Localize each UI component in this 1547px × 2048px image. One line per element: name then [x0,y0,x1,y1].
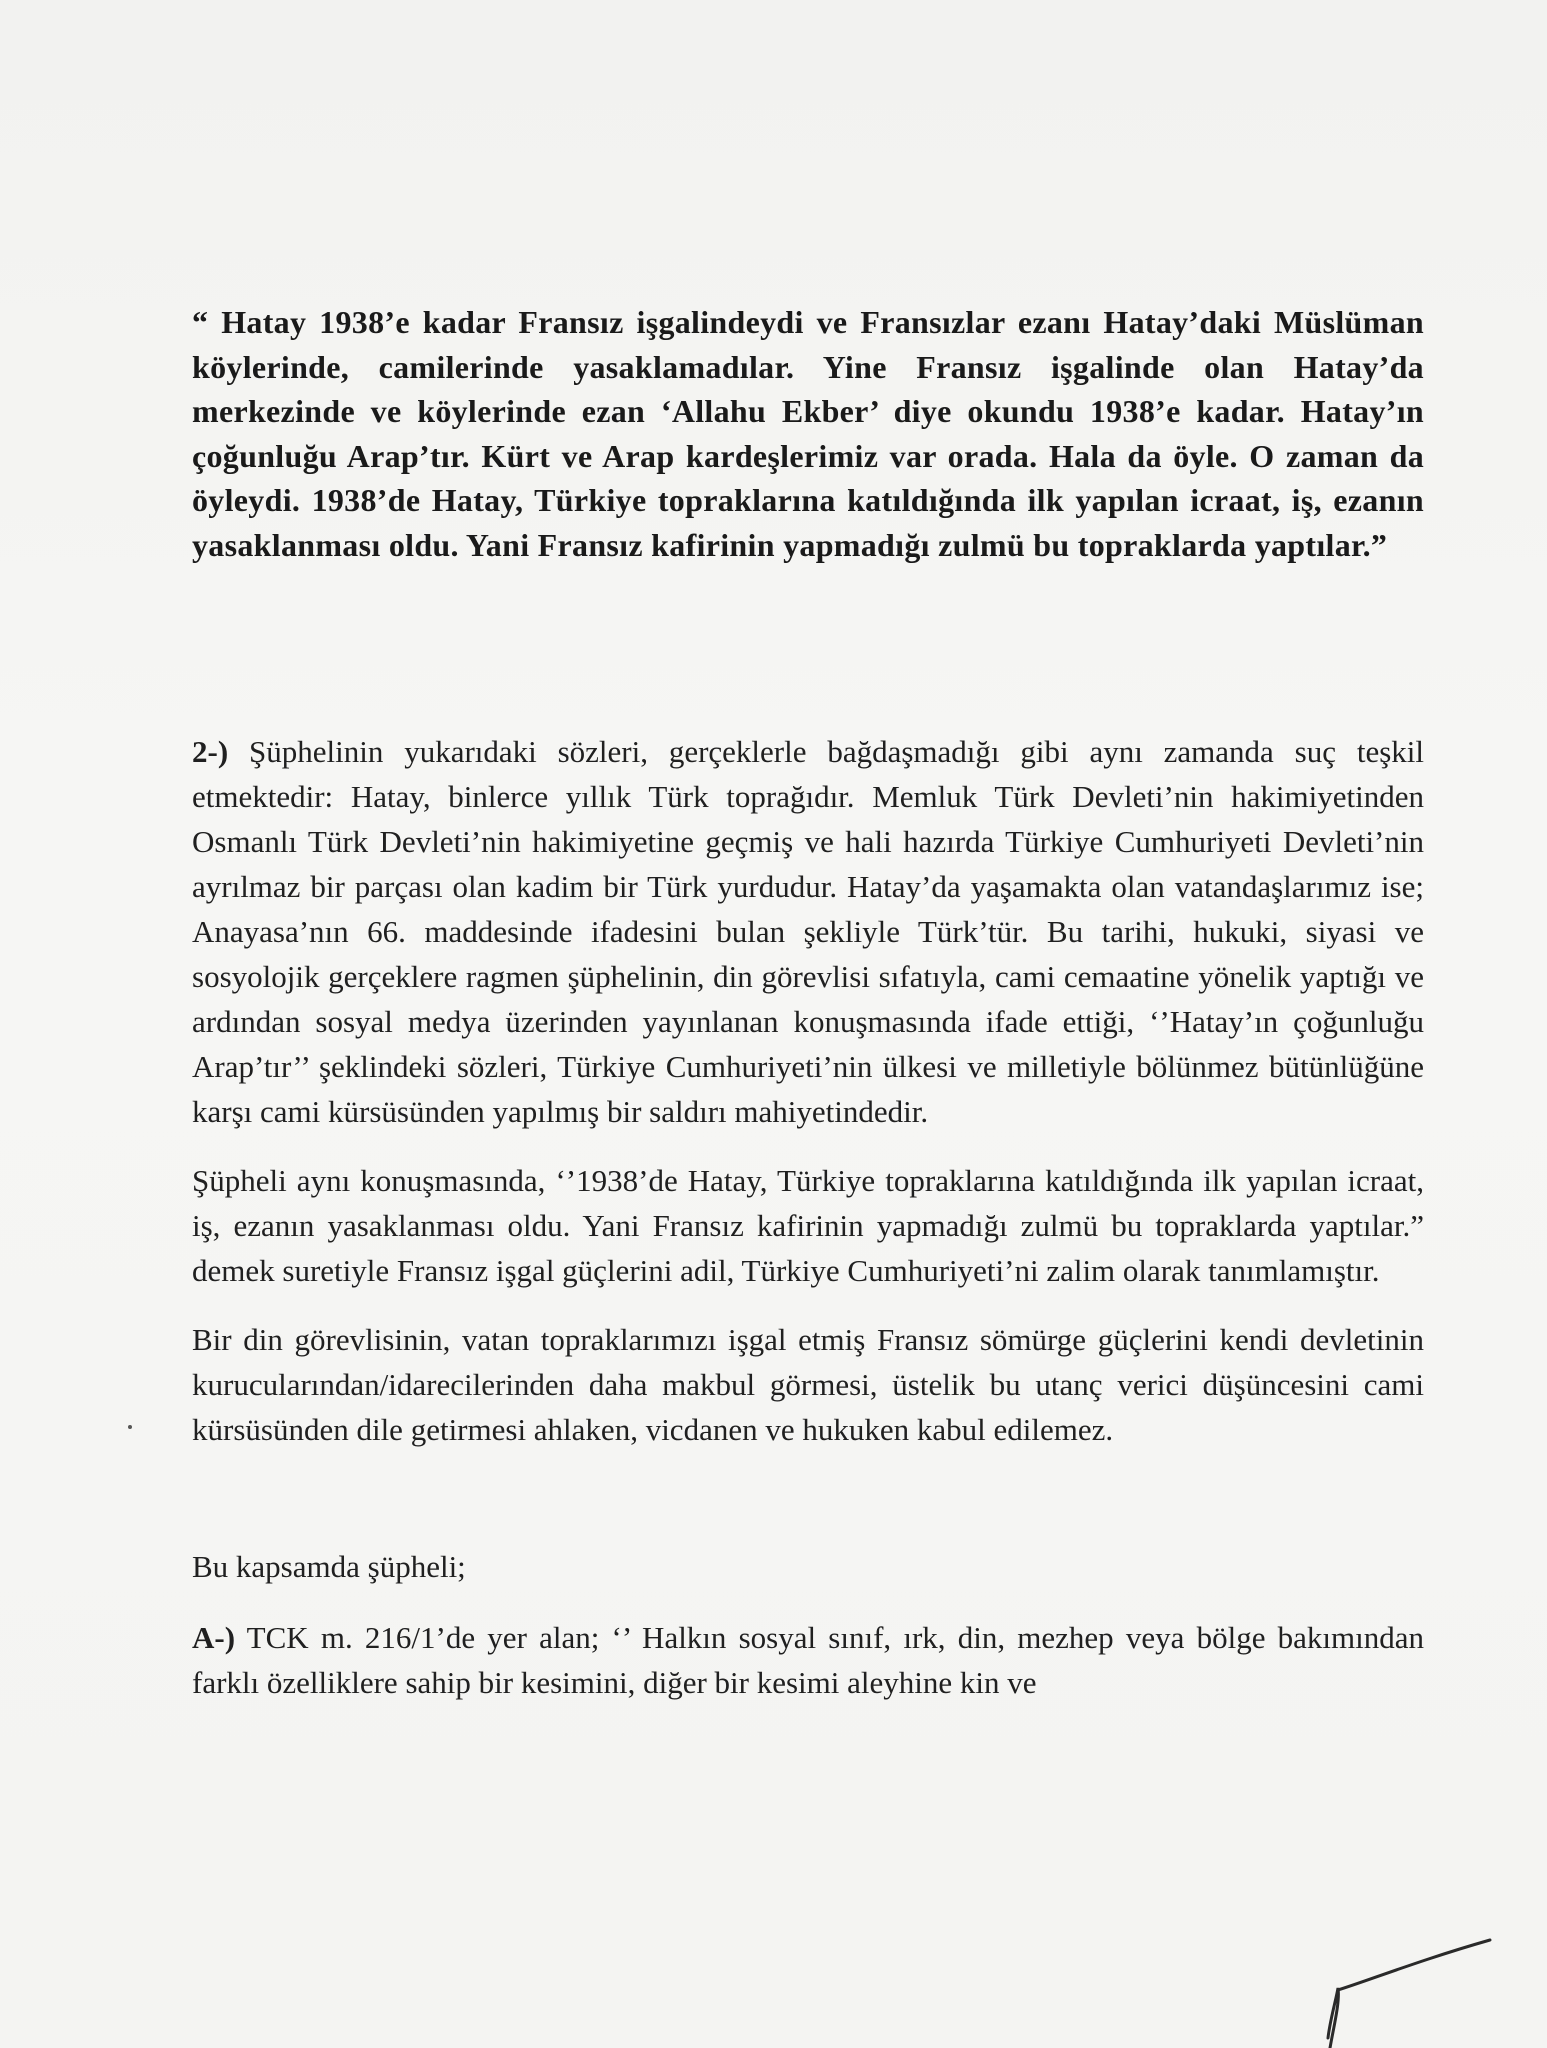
stray-mark [128,1425,132,1429]
item-a-paragraph [192,1615,1424,1705]
quoted-statement: “ Hatay 1938’e kadar Fransız işgalindeydi ve Fransızlar ezanı Hatay’daki Müslüman köylerinde, camilerinde yasaklamadılar. Yine Fransız işgalinde olan Hatay’da merkezinde ve köylerinde ezan ‘Allahu Ekber’ diye okundu 1938’e kadar. Hatay’ın çoğunluğu Arap’tır. Kürt ve Arap kardeşlerimiz var orada. Hala da öyle. O zaman da öyleydi. 1938’de Hatay, Türkiye topraklarına katıldığında ilk yapılan icraat, iş, ezanın yasaklanması oldu. Yani Fransız kafirinin yapmadığı zulmü bu topraklarda yaptılar.” [192,304,1424,563]
document-body [192,300,1424,1705]
item-a-text: TCK m. 216/1’de yer alan; ‘’ Halkın sosyal sınıf, ırk, din, mezhep veya bölge bakımından farklı özelliklere sahip bir kesimini, diğer bir kesimi aleyhine kin ve [192,1620,1424,1700]
section-2-number: 2-) [192,734,229,769]
paragraph-3: Şüpheli aynı konuşmasında, ‘’1938’de Hatay, Türkiye topraklarına katıldığında ilk yapılan icraat, iş, ezanın yasaklanması oldu. Yani Fransız kafirinin yapmadığı zulmü bu topraklarda yaptılar.” demek suretiyle Fransız işgal güçlerini adil, Türkiye Cumhuriyeti’ni zalim olarak tanımlamıştır. [192,1163,1424,1288]
paragraph-4: Bir din görevlisinin, vatan topraklarımızı işgal etmiş Fransız sömürge güçlerini kendi devletinin kurucularından/idarecilerinden daha makbul görmesi, üstelik bu utanç verici düşüncesini cami kürsüsünden dile getirmesi ahlaken, vicdanen ve hukuken kabul edilemez. [192,1322,1424,1447]
section-2-text: Şüphelinin yukarıdaki sözleri, gerçeklerle bağdaşmadığı gibi aynı zamanda suç teşkil etmektedir: Hatay, binlerce yıllık Türk toprağıdır. Memluk Türk Devleti’nin hakimiyetinden Osmanlı Türk Devleti’nin hakimiyetine geçmiş ve hali hazırda Türkiye Cumhuriyeti Devleti’nin ayrılmaz bir parçası olan kadim bir Türk yurdudur. Hatay’da yaşamakta olan vatandaşlarımız ise; Anayasa’nın 66. maddesinde ifadesini bulan şekliyle Türk’tür. Bu tarihi, hukuki, siyasi ve sosyolojik gerçeklere ragmen şüphelinin, din görevlisi sıfatıyla, cami cemaatine yönelik yaptığı ve ardından sosyal medya üzerinden yayınlanan konuşmasında ifade ettiği, ‘’Hatay’ın çoğunluğu Arap’tır’’ şeklindeki sözleri, Türkiye Cumhuriyeti’nin ülkesi ve milletiyle bölünmez bütünlüğüne karşı cami kürsüsünden yapılmış bir saldırı mahiyetindedir. [192,734,1424,1129]
signature-mark [1300,1930,1500,2048]
item-a-number: A-) [192,1620,236,1655]
section-2-paragraph [192,729,1424,1134]
scope-intro: Bu kapsamda şüpheli; [192,1549,466,1584]
